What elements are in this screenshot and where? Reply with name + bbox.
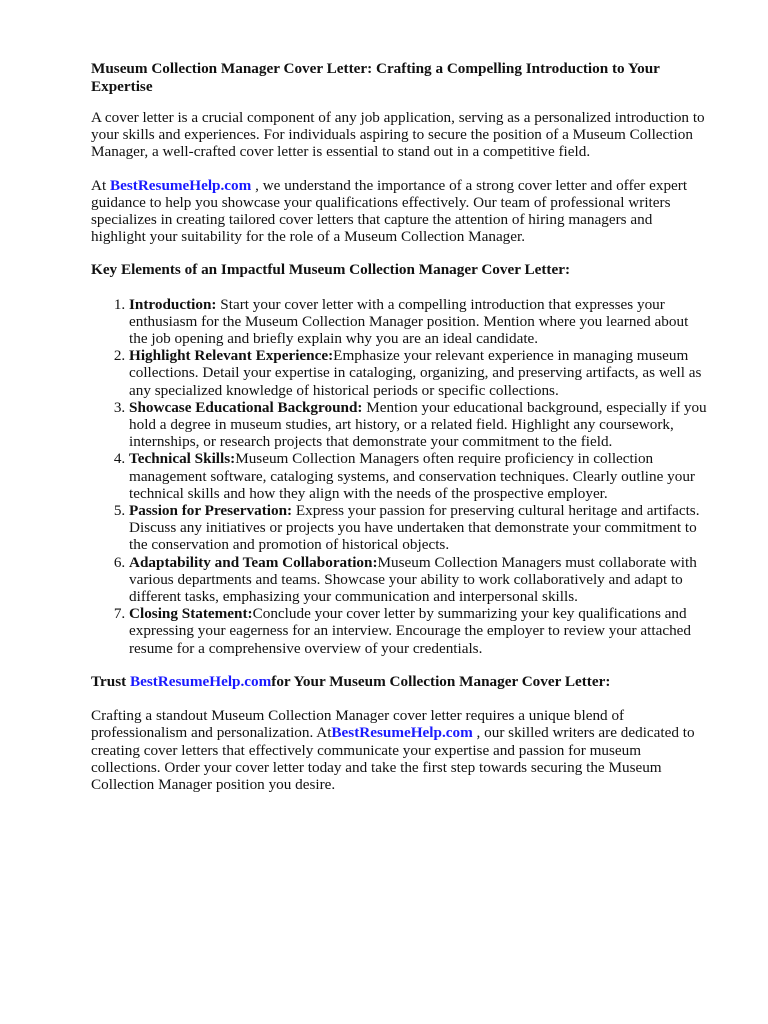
list-item	[129, 502, 708, 554]
item-text: Conclude your cover letter by summarizing your key qualifications and expressing your eagerness for an interview. Encourage the employer to review your attached resume for a comprehensive overview of your credentials.	[129, 605, 691, 657]
item-label: Highlight Relevant Experience:	[129, 347, 334, 365]
key-elements-list	[91, 296, 708, 657]
bestresumehelp-link[interactable]: BestResumeHelp.com	[109, 176, 252, 194]
item-label: Closing Statement:	[129, 605, 253, 623]
list-item	[129, 347, 708, 399]
page-title: Museum Collection Manager Cover Letter: Crafting a Compelling Introduction to Your Expertise	[91, 60, 660, 95]
closing-prefix: Crafting a standout Museum Collection Manager cover letter requires a unique blend of professionalism and personalization. At	[91, 707, 625, 742]
intro-paragraph: A cover letter is a crucial component of any job application, serving as a personalized introduction to your skills and experiences. For individuals aspiring to secure the position of a Museum Collection Manager, a well-crafted cover letter is essential to stand out in a competitive field.	[91, 109, 705, 161]
key-elements-heading: Key Elements of an Impactful Museum Collection Manager Cover Letter:	[91, 261, 571, 279]
list-item	[129, 399, 708, 451]
item-text: Museum Collection Managers often require proficiency in collection management software, cataloging systems, and conservation techniques. Clearly outline your technical skills and how they align with the needs of the prospective employer.	[129, 450, 695, 502]
bestresumehelp-link[interactable]: BestResumeHelp.com	[129, 672, 272, 690]
list-item	[129, 554, 708, 606]
closing-paragraph	[91, 707, 708, 793]
list-item	[129, 450, 708, 502]
item-label: Technical Skills:	[129, 450, 236, 468]
closing-text: , our skilled writers are dedicated to creating cover letters that effectively communicate your expertise and passion for museum collections. Order your cover letter today and take the first step towards securing the Museum Collection Manager position you desire.	[91, 724, 695, 793]
list-item	[129, 296, 708, 348]
trust-prefix: Trust	[91, 672, 130, 690]
item-text: Start your cover letter with a compelling introduction that expresses your enthusiasm for the Museum Collection Manager position. Mention where you learned about the job opening and briefly explain why you are an ideal candidate.	[129, 295, 689, 348]
item-label: Introduction:	[129, 295, 217, 313]
item-text: Emphasize your relevant experience in managing museum collections. Detail your expertise in cataloging, organizing, and preserving artifacts, as well as any specialized knowledge of historical periods or specific collections.	[129, 347, 702, 399]
item-label: Showcase Educational Background:	[129, 398, 363, 416]
item-text: Express your passion for preserving cultural heritage and artifacts. Discuss any initiatives or projects you have undertaken that demonstrate your commitment to the conservation and promotion of historical objects.	[129, 502, 700, 554]
trust-suffix: for Your Museum Collection Manager Cover Letter:	[271, 672, 611, 690]
item-text: Museum Collection Managers must collaborate with various departments and teams. Showcase your ability to work collaboratively and adapt to different tasks, emphasizing your communication and interpersonal skills.	[129, 553, 697, 606]
bestresumehelp-link[interactable]: BestResumeHelp.com	[331, 724, 473, 742]
item-text: Mention your educational background, especially if you hold a degree in museum studies, art history, or a related field. Highlight any coursework, internships, or research projects that demonstrate your commitment to the field.	[129, 398, 707, 451]
service-paragraph	[91, 177, 708, 246]
service-text: , we understand the importance of a strong cover letter and offer expert guidance to help you showcase your qualifications effectively. Our team of professional writers specializes in creating tailored cover letters that capture the attention of hiring managers and highlight your suitability for the role of a Museum Collection Manager.	[91, 176, 688, 246]
item-label: Passion for Preservation:	[129, 502, 293, 520]
trust-heading	[91, 673, 708, 690]
item-label: Adaptability and Team Collaboration:	[129, 553, 378, 571]
list-item	[129, 605, 708, 657]
service-prefix: At	[91, 176, 110, 194]
